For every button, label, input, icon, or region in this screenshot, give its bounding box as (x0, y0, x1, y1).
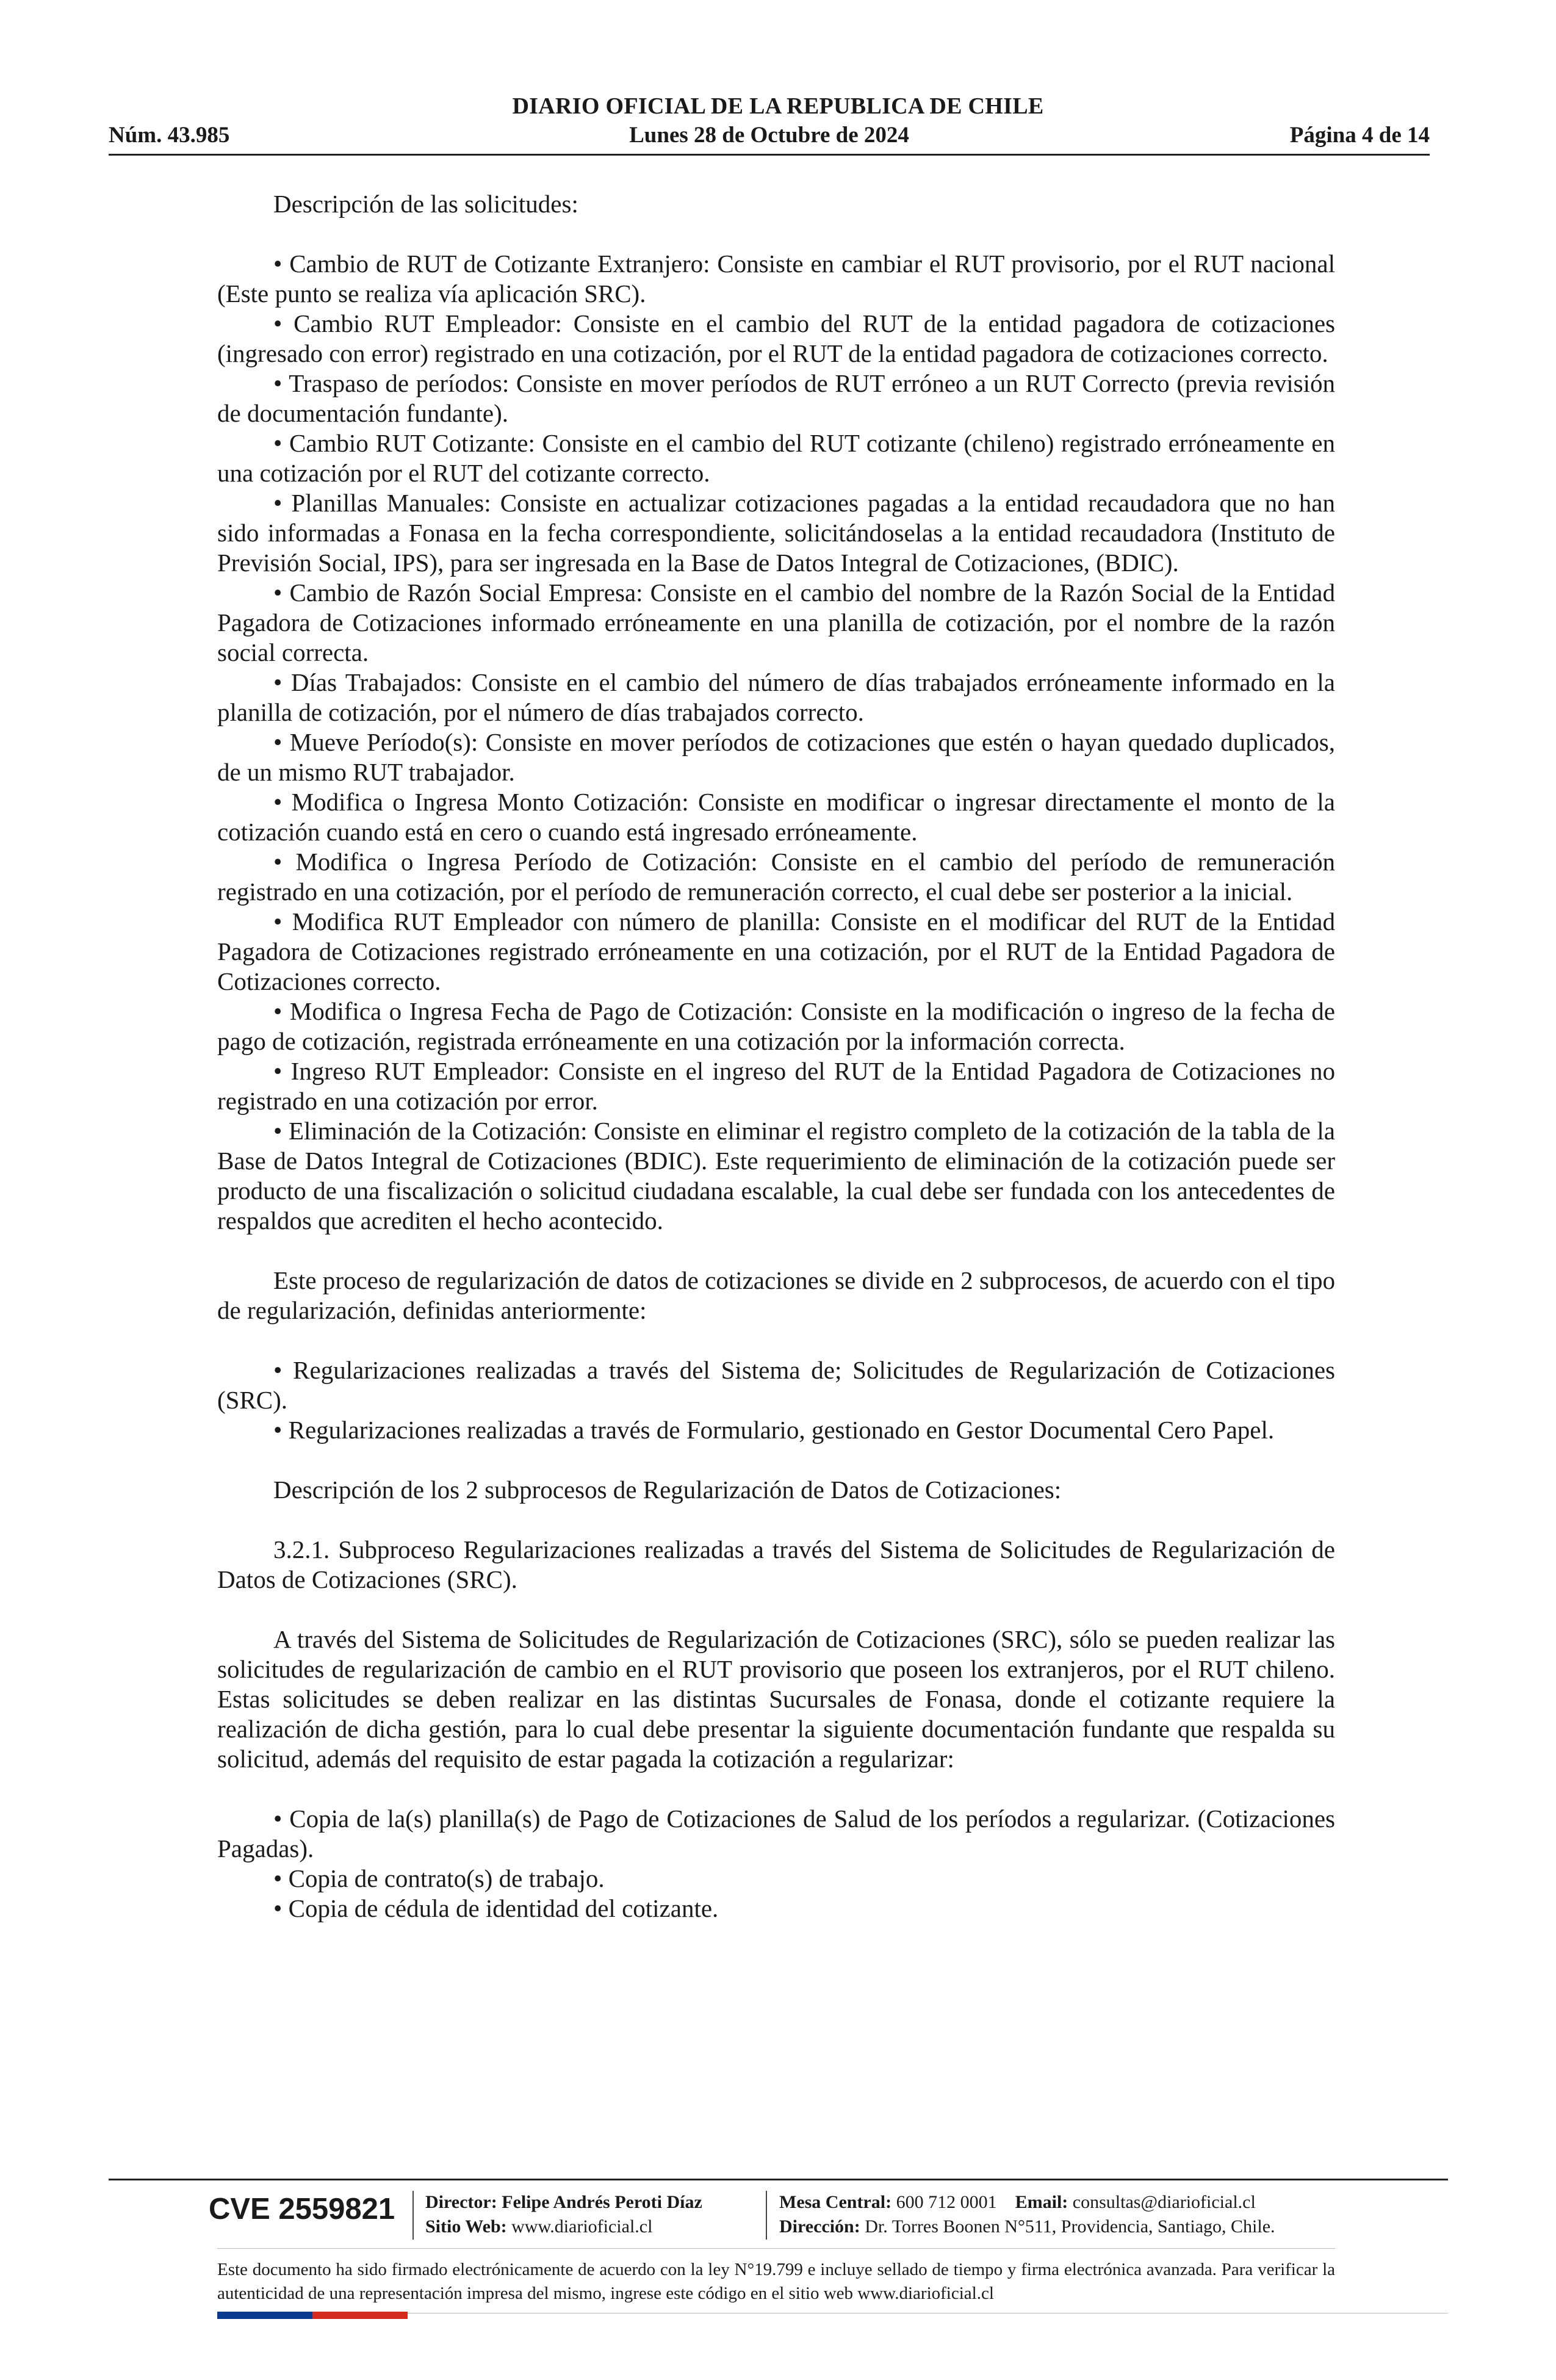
director-name: Felipe Andrés Peroti Díaz (502, 2192, 702, 2212)
subprocess-intro: Descripción de los 2 subprocesos de Regularización de Datos de Cotizaciones: (273, 1476, 1062, 1504)
process-paragraph: Este proceso de regularización de datos de cotizaciones se divide en 2 subprocesos, de acuerdo con el tipo de regularización, definidas anteriormente: (217, 1266, 1335, 1324)
list-item: • Cambio RUT Cotizante: Consiste en el cambio del RUT cotizante (chileno) registrado erróneamente en una cotización por el RUT del cotizante correcto. (217, 429, 1335, 487)
footer-separator (412, 2191, 414, 2240)
list-item: • Regularizaciones realizadas a través del Sistema de; Solicitudes de Regularización de Cotizaciones (SRC). (217, 1356, 1335, 1414)
email-label: Email: (1015, 2192, 1068, 2212)
footer-separator (766, 2191, 767, 2240)
website-link[interactable]: www.diarioficial.cl (511, 2216, 653, 2237)
list-item: • Modifica o Ingresa Monto Cotización: Consiste en modificar o ingresar directamente el monto de la cotización cuando está en cero o cuando está ingresado erróneamente. (217, 788, 1335, 846)
list-item: • Días Trabajados: Consiste en el cambio del número de días trabajados erróneamente informado en la planilla de cotización, por el número de días trabajados correcto. (217, 668, 1335, 726)
footer-contact-block (779, 2190, 1275, 2239)
list-item: • Mueve Período(s): Consiste en mover períodos de cotizaciones que estén o hayan quedado duplicados, de un mismo RUT trabajador. (217, 728, 1335, 786)
list-item: • Copia de cédula de identidad del cotizante. (273, 1894, 719, 1922)
issue-date: Lunes 28 de Octubre de 2024 (629, 123, 909, 148)
list-item: • Cambio de RUT de Cotizante Extranjero: Consiste en cambiar el RUT provisorio, por el RUT nacional (Este punto se realiza vía aplicación SRC). (217, 250, 1335, 308)
list-item: • Regularizaciones realizadas a través de Formulario, gestionado en Gestor Documental Cero Papel. (273, 1416, 1275, 1444)
header-divider (109, 154, 1430, 156)
list-item: • Copia de la(s) planilla(s) de Pago de Cotizaciones de Salud de los períodos a regularizar. (Cotizaciones Pagadas). (217, 1805, 1335, 1863)
requests-intro: Descripción de las solicitudes: (273, 190, 578, 218)
document-body (217, 189, 1335, 1924)
cve-code: CVE 2559821 (209, 2193, 395, 2226)
email-link[interactable]: consultas@diarioficial.cl (1072, 2192, 1256, 2212)
newspaper-title: DIARIO OFICIAL DE LA REPUBLICA DE CHILE (512, 93, 1044, 119)
section-paragraph: A través del Sistema de Solicitudes de Regularización de Cotizaciones (SRC), sólo se pueden realizar las solicitudes de regularización de cambio en el RUT provisorio que poseen los extranjeros, por el RUT chileno. Estas solicitudes se deben realizar en las distintas Sucursales de Fonasa, donde el cotizante requiere la realización de dicha gestión, para lo cual debe presentar la siguiente documentación fundante que respalda su solicitud, además del requisito de estar pagada la cotización a regularizar: (217, 1625, 1335, 1773)
list-item: • Cambio de Razón Social Empresa: Consiste en el cambio del nombre de la Razón Social de la Entidad Pagadora de Cotizaciones informado erróneamente en una planilla de cotización, por el nombre de la razón social correcta. (217, 579, 1335, 666)
list-item: • Modifica o Ingresa Fecha de Pago de Cotización: Consiste en la modificación o ingreso de la fecha de pago de cotización, registrada erróneamente en una cotización por la información correcta. (217, 997, 1335, 1055)
list-item: • Planillas Manuales: Consiste en actualizar cotizaciones pagadas a la entidad recaudadora que no han sido informadas a Fonasa en la fecha correspondiente, solicitándoselas a la entidad recaudadora (Instituto de Previsión Social, IPS), para ser ingresada en la Base de Datos Integral de Cotizaciones, (BDIC). (217, 489, 1335, 577)
list-item: • Copia de contrato(s) de trabajo. (273, 1864, 605, 1892)
phone-label: Mesa Central: (779, 2192, 892, 2212)
director-label: Director: (425, 2192, 497, 2212)
address-text: Dr. Torres Boonen N°511, Providencia, Santiago, Chile. (865, 2216, 1275, 2237)
list-item: • Modifica RUT Empleador con número de planilla: Consiste en el modificar del RUT de la Entidad Pagadora de Cotizaciones registrado erróneamente en una cotización, por el RUT de la Entidad Pagadora de Cotizaciones correcto. (217, 907, 1335, 995)
issue-number: Núm. 43.985 (109, 123, 230, 148)
website-label: Sitio Web: (425, 2216, 507, 2237)
signature-note: Este documento ha sido firmado electrónicamente de acuerdo con la ley N°19.799 e incluye sellado de tiempo y firma electrónica avanzada. Para verificar la autenticidad de una representación impresa del mismo, ingrese este código en el sitio web www.diarioficial.cl (217, 2260, 1335, 2303)
header-row (109, 122, 1430, 150)
page-indicator: Página 4 de 14 (1289, 123, 1430, 148)
list-item: • Traspaso de períodos: Consiste en mover períodos de RUT erróneo a un RUT Correcto (previa revisión de documentación fundante). (217, 369, 1335, 427)
footer-divider (217, 2248, 1335, 2249)
footer-director-block (425, 2190, 702, 2239)
list-item: • Modifica o Ingresa Período de Cotización: Consiste en el cambio del período de remuneración registrado en una cotización, por el período de remuneración correcto, el cual debe ser posterior a la inicial. (217, 848, 1335, 906)
footer-divider (109, 2179, 1448, 2180)
list-item: • Eliminación de la Cotización: Consiste en eliminar el registro completo de la cotización de la tabla de la Base de Datos Integral de Cotizaciones (BDIC). Este requerimiento de eliminación de la cotización puede ser producto de una fiscalización o solicitud ciudadana escalable, la cual debe ser fundada con los antecedentes de respaldos que acrediten el hecho acontecido. (217, 1117, 1335, 1235)
list-item: • Ingreso RUT Empleador: Consiste en el ingreso del RUT de la Entidad Pagadora de Cotizaciones no registrado en una cotización por error. (217, 1057, 1335, 1115)
flag-stripe-red (312, 2312, 408, 2319)
address-label: Dirección: (779, 2216, 860, 2237)
section-heading: 3.2.1. Subproceso Regularizaciones realizadas a través del Sistema de Solicitudes de Regularización de Datos de Cotizaciones (SRC). (217, 1535, 1335, 1593)
flag-stripe-blue (217, 2312, 312, 2319)
list-item: • Cambio RUT Empleador: Consiste en el cambio del RUT de la entidad pagadora de cotizaciones (ingresado con error) registrado en una cotización, por el RUT de la entidad pagadora de cotizaciones correcto. (217, 309, 1335, 367)
phone-number: 600 712 0001 (896, 2192, 997, 2212)
